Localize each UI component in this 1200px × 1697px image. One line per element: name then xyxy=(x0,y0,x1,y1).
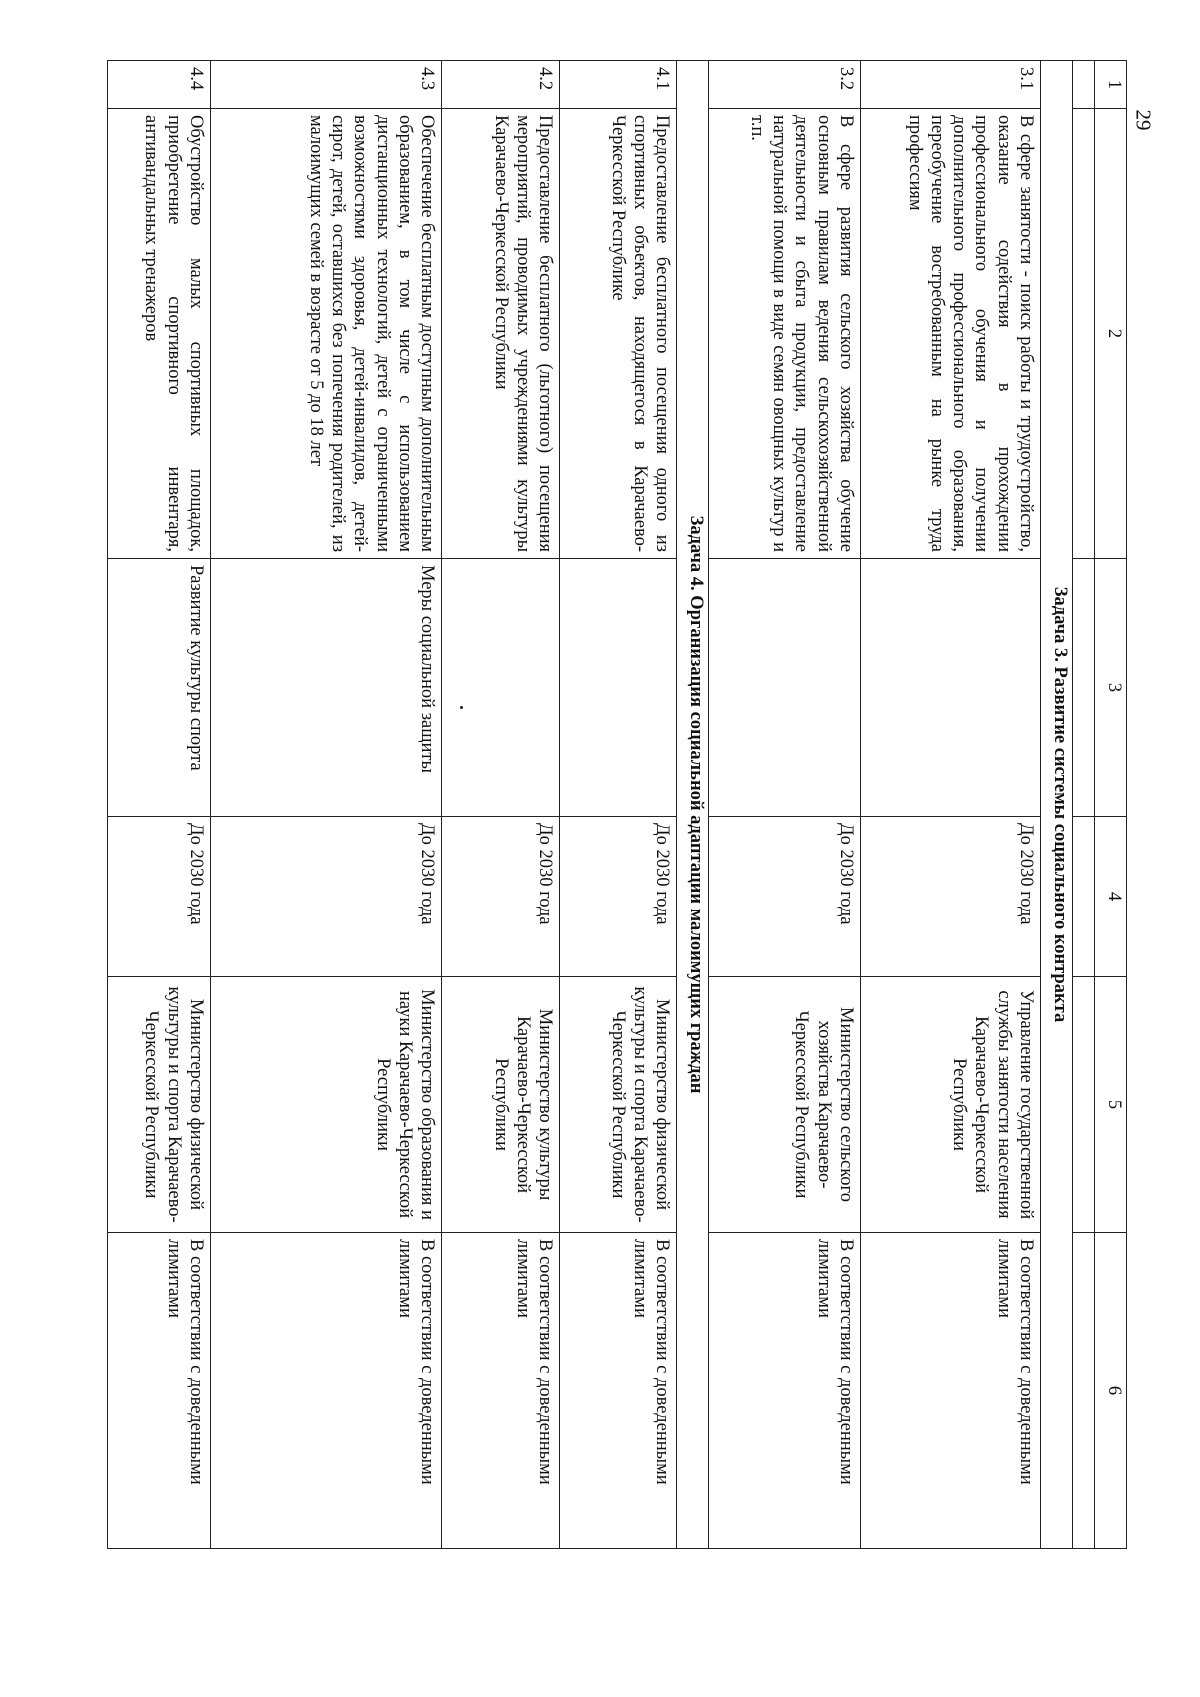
row-3-1-activity: В сфере занятости - поиск работы и трудоустройство, оказание содействия в прохождении профессионального обучения и получении дополнительного профессионального образования, переобучение востребованным на рынке труда профессиям xyxy=(860,109,1040,559)
col-header-2: 2 xyxy=(1095,109,1127,559)
col-header-3: 3 xyxy=(1095,559,1127,817)
row-4-4-number: 4.4 xyxy=(108,61,211,109)
row-3-2-measure xyxy=(709,559,861,817)
row-4-3-deadline: До 2030 года xyxy=(210,817,441,977)
row-4-1-executor: Министерство физической культуры и спорта Карачаево-Черкесской Республики xyxy=(560,977,677,1233)
table-row xyxy=(709,61,861,1549)
row-4-4-deadline: До 2030 года xyxy=(108,817,211,977)
table-row xyxy=(560,61,677,1549)
row-4-2-deadline: До 2030 года xyxy=(441,817,559,977)
row-4-4-funding: В соответствии с доведенными лимитами xyxy=(108,1233,211,1549)
row-4-3-activity: Обеспечение бесплатным доступным дополнительным образованием, в том числе с использованием дистанционных технологий, детей с ограниченными возможностями здоровья, детей-инвалидов, детей-сирот, детей, оставшихся без попечения родителей, из малоимущих семей в возрасте от 5 до 18 лет xyxy=(210,109,441,559)
row-4-2-measure xyxy=(441,559,559,817)
row-3-1-measure xyxy=(860,559,1040,817)
row-4-2-executor: Министерство культуры Карачаево-Черкесской Республики xyxy=(441,977,559,1233)
row-4-1-activity: Предоставление бесплатного посещения одного из спортивных объектов, находящегося в Карачаево-Черкесской Республике xyxy=(560,109,677,559)
row-4-2-funding: В соответствии с доведенными лимитами xyxy=(441,1233,559,1549)
section-title-row xyxy=(676,61,708,1549)
section-4-title: Задача 4. Организация социальной адаптации малоимущих граждан xyxy=(676,61,708,1549)
row-3-2-deadline: До 2030 года xyxy=(709,817,861,977)
row-4-4-executor: Министерство физической культуры и спорта Карачаево-Черкесской Республики xyxy=(108,977,211,1233)
col-header-1: 1 xyxy=(1095,61,1127,109)
table-row xyxy=(860,61,1040,1549)
row-4-3-funding: В соответствии с доведенными лимитами xyxy=(210,1233,441,1549)
row-4-2-activity: Предоставление бесплатного (льготного) посещения мероприятий, проводимых учреждениями культуры Карачаево-Черкесской Республики xyxy=(441,109,559,559)
row-4-4-measure: Развитие культуры спорта xyxy=(108,559,211,817)
row-3-1-executor: Управление государственной службы занятости населения Карачаево-Черкесской Республики xyxy=(860,977,1040,1233)
col-header-5: 5 xyxy=(1095,977,1127,1233)
row-3-1-funding: В соответствии с доведенными лимитами xyxy=(860,1233,1040,1549)
row-4-3-executor: Министерство образования и науки Карачаево-Черкесской Республики xyxy=(210,977,441,1233)
document-table-area xyxy=(107,60,1127,1548)
header-row xyxy=(1095,61,1127,1549)
row-3-1-deadline: До 2030 года xyxy=(860,817,1040,977)
section-3-title: Задача 3. Развитие системы социального контракта xyxy=(1040,61,1072,1549)
page-number: 29 xyxy=(1131,109,1156,131)
spacer-row xyxy=(1073,61,1095,1549)
col-header-4: 4 xyxy=(1095,817,1127,977)
row-3-2-funding: В соответствии с доведенными лимитами xyxy=(709,1233,861,1549)
row-3-2-executor: Министерство сельского хозяйства Карачаево-Черкесской Республики xyxy=(709,977,861,1233)
row-4-4-activity: Обустройство малых спортивных площадок, приобретение спортивного инвентаря, антивандальных тренажеров xyxy=(108,109,211,559)
row-3-2-activity: В сфере развития сельского хозяйства обучение основным правилам ведения сельскохозяйственной деятельности и сбыта продукции, предоставление натуральной помощи в виде семян овощных культур и т.п. xyxy=(709,109,861,559)
program-table xyxy=(107,60,1127,1549)
row-3-1-number: 3.1 xyxy=(860,61,1040,109)
row-3-2-number: 3.2 xyxy=(709,61,861,109)
table-row xyxy=(210,61,441,1549)
row-4-1-deadline: До 2030 года xyxy=(560,817,677,977)
row-4-1-number: 4.1 xyxy=(560,61,677,109)
rotated-table-container xyxy=(107,60,1127,1548)
section-title-row xyxy=(1040,61,1072,1549)
row-4-1-funding: В соответствии с доведенными лимитами xyxy=(560,1233,677,1549)
row-4-3-number: 4.3 xyxy=(210,61,441,109)
row-4-2-number: 4.2 xyxy=(441,61,559,109)
row-4-3-measure: Меры социальной защиты xyxy=(210,559,441,817)
row-4-1-measure xyxy=(560,559,677,817)
table-row xyxy=(108,61,211,1549)
col-header-6: 6 xyxy=(1095,1233,1127,1549)
table-row xyxy=(441,61,559,1549)
